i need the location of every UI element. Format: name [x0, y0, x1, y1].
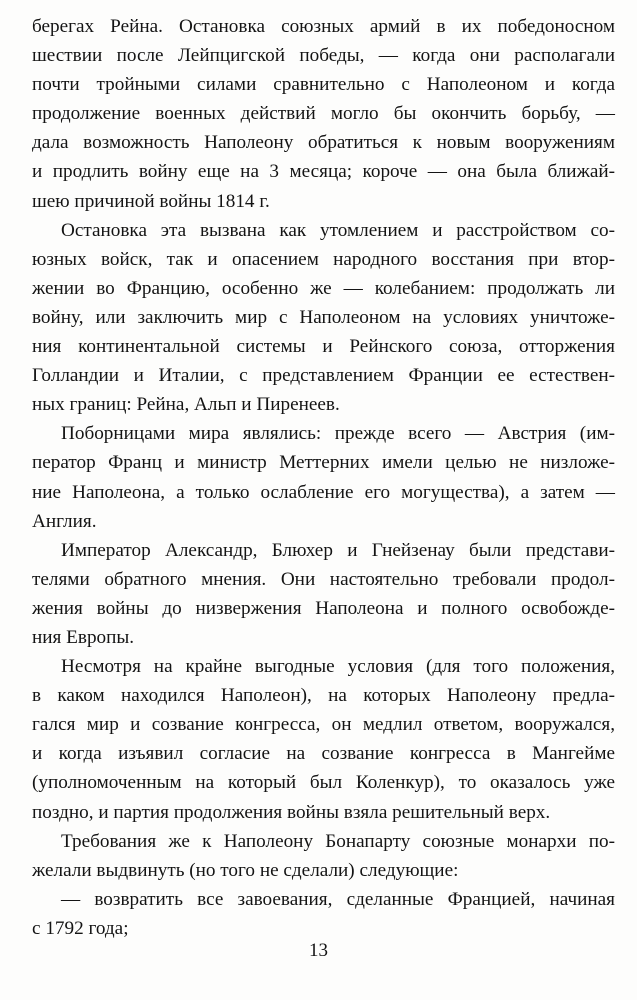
text-line: желали выдвинуть (но того не сделали) следующие: [32, 859, 459, 881]
text-line: (уполномоченным на который был Коленкур), то оказалось уже [32, 772, 615, 794]
paragraph-1 [32, 12, 615, 216]
text-line: Англия. [32, 510, 97, 532]
text-line: шествии после Лейпцигской победы, — когда они располагали [32, 45, 615, 67]
paragraph-4 [32, 536, 615, 652]
text-line: телями обратного мнения. Они настоятельно требовали продол- [32, 568, 615, 590]
text-line: ние Наполеона, а только ослабление его могущества), а затем — [32, 481, 615, 503]
text-line: — возвратить все завоевания, сделанные Францией, начиная [61, 888, 615, 910]
text-line: шею причиной войны 1814 г. [32, 190, 270, 212]
paragraph-5 [32, 652, 615, 827]
paragraph-7 [32, 885, 615, 943]
body-text [32, 12, 615, 943]
text-line: ния Европы. [32, 626, 135, 648]
text-line: почти тройными силами сравнительно с Наполеоном и когда [32, 74, 615, 96]
paragraph-6 [32, 827, 615, 885]
paragraph-2 [32, 216, 615, 420]
text-line: и продлить войну еще на 3 месяца; короче — она была ближай- [32, 161, 615, 183]
text-line: Поборницами мира являлись: прежде всего — Австрия (им- [61, 423, 615, 445]
text-line: жения войны до низвержения Наполеона и полного освобожде- [32, 597, 615, 619]
text-line: берегах Рейна. Остановка союзных армий в их победоносном [32, 16, 615, 37]
text-line: войну, или заключить мир с Наполеоном на условиях уничтоже- [32, 306, 615, 328]
text-line: жении во Францию, особенно же — колебанием: продолжать ли [32, 277, 615, 299]
text-line: ния континентальной системы и Рейнского союза, отторжения [32, 336, 615, 358]
text-line: гался мир и созвание конгресса, он медлил ответом, вооружался, [32, 714, 615, 736]
text-line: продолжение военных действий могло бы окончить борьбу, — [32, 103, 615, 125]
text-line: Остановка эта вызвана как утомлением и расстройством со- [61, 219, 615, 241]
text-line: и когда изъявил согласие на созвание конгресса в Мангейме [32, 743, 615, 765]
text-line: ператор Франц и министр Меттерних имели целью не низложе- [32, 452, 615, 474]
text-line: Несмотря на крайне выгодные условия (для того положения, [61, 656, 615, 678]
text-line: Требования же к Наполеону Бонапарту союзные монархи по- [61, 830, 615, 852]
text-line: поздно, и партия продолжения войны взяла решительный верх. [32, 801, 551, 823]
page-number: 13 [309, 940, 328, 961]
text-line: Император Александр, Блюхер и Гнейзенау были представи- [61, 539, 615, 561]
text-line: в каком находился Наполеон), на которых Наполеону предла- [32, 685, 615, 707]
paragraph-3 [32, 419, 615, 535]
text-line: дала возможность Наполеону обратиться к новым вооружениям [32, 132, 615, 154]
text-line: с 1792 года; [32, 917, 129, 939]
text-line: юзных войск, так и опасением народного восстания при втор- [32, 248, 615, 270]
text-line: Голландии и Италии, с представлением Франции ее естествен- [32, 365, 615, 387]
text-line: ных границ: Рейна, Альп и Пиренеев. [32, 394, 340, 416]
